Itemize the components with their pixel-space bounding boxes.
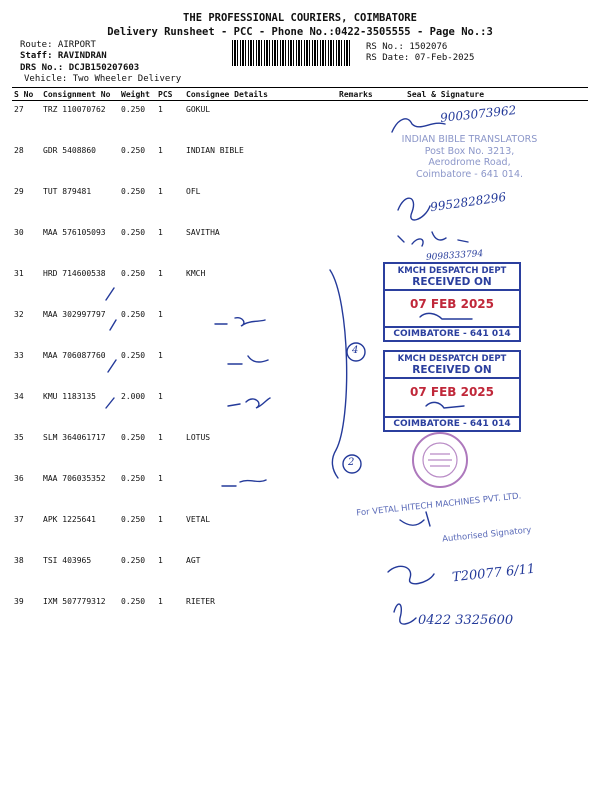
cell-consignee: AGT bbox=[186, 556, 201, 565]
cell-sno: 36 bbox=[14, 474, 24, 483]
authorised-signatory: Authorised Signatory bbox=[441, 525, 532, 545]
drs-number: DRS No.: DCJB150207603 bbox=[20, 63, 140, 73]
handwritten-phone: 9952828296 bbox=[429, 189, 507, 215]
round-seal bbox=[410, 430, 470, 490]
cell-consignment: TSI 403965 bbox=[43, 556, 92, 565]
cell-sno: 38 bbox=[14, 556, 24, 565]
cell-weight: 0.250 bbox=[121, 228, 146, 237]
signature-stroke bbox=[215, 318, 265, 326]
cell-sno: 27 bbox=[14, 105, 24, 114]
cell-sno: 28 bbox=[14, 146, 24, 155]
cell-pcs: 1 bbox=[158, 597, 163, 606]
stamp-line: COIMBATORE - 641 014 bbox=[385, 416, 519, 430]
cell-consignment: HRD 714600538 bbox=[43, 269, 106, 278]
cell-pcs: 1 bbox=[158, 351, 163, 360]
cell-weight: 0.250 bbox=[121, 474, 146, 483]
indian-bible-stamp bbox=[382, 134, 557, 180]
cell-pcs: 1 bbox=[158, 392, 163, 401]
cell-consignment: IXM 507779312 bbox=[43, 597, 106, 606]
col-sno: S No bbox=[12, 88, 41, 101]
cell-sno: 32 bbox=[14, 310, 24, 319]
stamp-line: RECEIVED ON bbox=[385, 276, 519, 291]
cell-pcs: 1 bbox=[158, 433, 163, 442]
cell-consignment: MAA 706087760 bbox=[43, 351, 106, 360]
stamp-line: KMCH DESPATCH DEPT bbox=[397, 354, 507, 364]
cell-consignee: INDIAN BIBLE bbox=[186, 146, 244, 155]
cell-weight: 0.250 bbox=[121, 269, 146, 278]
signature-stroke bbox=[228, 398, 270, 408]
cell-consignee: GOKUL bbox=[186, 105, 211, 114]
stamp-line: KMCH DESPATCH DEPT bbox=[397, 266, 507, 276]
col-consignment: Consignment No bbox=[41, 88, 119, 101]
cell-weight: 0.250 bbox=[121, 310, 146, 319]
circle-number: 4 bbox=[352, 345, 359, 356]
rs-date: RS Date: 07-Feb-2025 bbox=[366, 53, 475, 63]
handwritten-phone: 0422 3325600 bbox=[418, 613, 514, 628]
cell-consignment: MAA 576105093 bbox=[43, 228, 106, 237]
signature-stroke bbox=[398, 232, 468, 246]
col-weight: Weight bbox=[119, 88, 156, 101]
cell-sno: 33 bbox=[14, 351, 24, 360]
cell-consignee: VETAL bbox=[186, 515, 211, 524]
handwritten-phone: 9003073962 bbox=[439, 103, 517, 125]
cell-consignment: GDR 5408860 bbox=[43, 146, 96, 155]
staff-label: Staff: RAVINDRAN bbox=[20, 51, 107, 61]
vehicle-label: Vehicle: Two Wheeler Delivery bbox=[24, 74, 182, 84]
company-title: THE PROFESSIONAL COURIERS, COIMBATORE bbox=[183, 12, 417, 24]
cell-consignee: LOTUS bbox=[186, 433, 211, 442]
cell-pcs: 1 bbox=[158, 310, 163, 319]
cell-weight: 0.250 bbox=[121, 515, 146, 524]
stamp-line: RECEIVED ON bbox=[385, 364, 519, 379]
cell-weight: 2.000 bbox=[121, 392, 146, 401]
signature-stroke bbox=[398, 198, 430, 220]
cell-sno: 37 bbox=[14, 515, 24, 524]
col-remarks: Remarks bbox=[337, 88, 383, 101]
signature-stroke bbox=[392, 119, 445, 132]
cell-weight: 0.250 bbox=[121, 556, 146, 565]
cell-pcs: 1 bbox=[158, 187, 163, 196]
cell-consignment: MAA 302997797 bbox=[43, 310, 106, 319]
cell-consignee: SAVITHA bbox=[186, 228, 220, 237]
cell-pcs: 1 bbox=[158, 228, 163, 237]
cell-consignee: RIETER bbox=[186, 597, 215, 606]
cell-pcs: 1 bbox=[158, 105, 163, 114]
cell-pcs: 1 bbox=[158, 474, 163, 483]
handwritten-phone: 9098333794 bbox=[425, 249, 484, 263]
stamp-line: COIMBATORE - 641 014 bbox=[385, 326, 519, 340]
bracket-stroke bbox=[330, 270, 347, 478]
cell-sno: 39 bbox=[14, 597, 24, 606]
cell-consignee: KMCH bbox=[186, 269, 206, 278]
cell-consignment: KMU 1183135 bbox=[43, 392, 96, 401]
cell-weight: 0.250 bbox=[121, 597, 146, 606]
cell-weight: 0.250 bbox=[121, 187, 146, 196]
cell-sno: 35 bbox=[14, 433, 24, 442]
stamp-date: 07 FEB 2025 bbox=[410, 297, 494, 311]
cell-consignment: APK 1225641 bbox=[43, 515, 96, 524]
rs-number: RS No.: 1502076 bbox=[366, 42, 448, 52]
stamp-date: 07 FEB 2025 bbox=[410, 385, 494, 399]
cell-sno: 34 bbox=[14, 392, 24, 401]
col-consignee: Consignee Details bbox=[184, 88, 337, 101]
cell-pcs: 1 bbox=[158, 146, 163, 155]
cell-pcs: 1 bbox=[158, 515, 163, 524]
cell-pcs: 1 bbox=[158, 269, 163, 278]
signature-stroke bbox=[400, 512, 430, 526]
cell-weight: 0.250 bbox=[121, 351, 146, 360]
vetal-stamp-line: For VETAL HITECH MACHINES PVT. LTD. bbox=[355, 491, 522, 519]
stamp-line: INDIAN BIBLE TRANSLATORS bbox=[401, 134, 538, 145]
cell-weight: 0.250 bbox=[121, 146, 146, 155]
cell-consignment: MAA 706035352 bbox=[43, 474, 106, 483]
cell-consignee: OFL bbox=[186, 187, 201, 196]
stamp-line: Post Box No. 3213, bbox=[424, 145, 515, 157]
signature-stroke bbox=[388, 566, 434, 583]
cell-consignment: TRZ 110070762 bbox=[43, 105, 106, 114]
cell-sno: 30 bbox=[14, 228, 24, 237]
cell-consignment: TUT 879481 bbox=[43, 187, 92, 196]
stamp-line: Aerodrome Road, bbox=[428, 157, 511, 168]
cell-pcs: 1 bbox=[158, 556, 163, 565]
col-pcs: PCS bbox=[156, 88, 184, 101]
circle-number: 2 bbox=[348, 457, 355, 468]
signature-stroke bbox=[394, 604, 416, 624]
handwritten-note: T20077 6/11 bbox=[451, 561, 536, 586]
route-label: Route: AIRPORT bbox=[20, 40, 96, 50]
cell-sno: 29 bbox=[14, 187, 24, 196]
cell-weight: 0.250 bbox=[121, 433, 146, 442]
signature-stroke bbox=[222, 480, 266, 486]
cell-consignment: SLM 364061717 bbox=[43, 433, 106, 442]
kmch-received-stamp bbox=[383, 350, 521, 432]
stamp-line: Coimbatore - 641 014. bbox=[415, 168, 524, 180]
col-seal: Seal & Signature bbox=[383, 88, 588, 101]
tick-mark bbox=[106, 288, 116, 408]
cell-weight: 0.250 bbox=[121, 105, 146, 114]
cell-sno: 31 bbox=[14, 269, 24, 278]
kmch-received-stamp bbox=[383, 262, 521, 342]
runsheet-subtitle: Delivery Runsheet - PCC - Phone No.:0422-3505555 - Page No.:3 bbox=[107, 26, 493, 38]
signature-stroke bbox=[228, 356, 268, 364]
